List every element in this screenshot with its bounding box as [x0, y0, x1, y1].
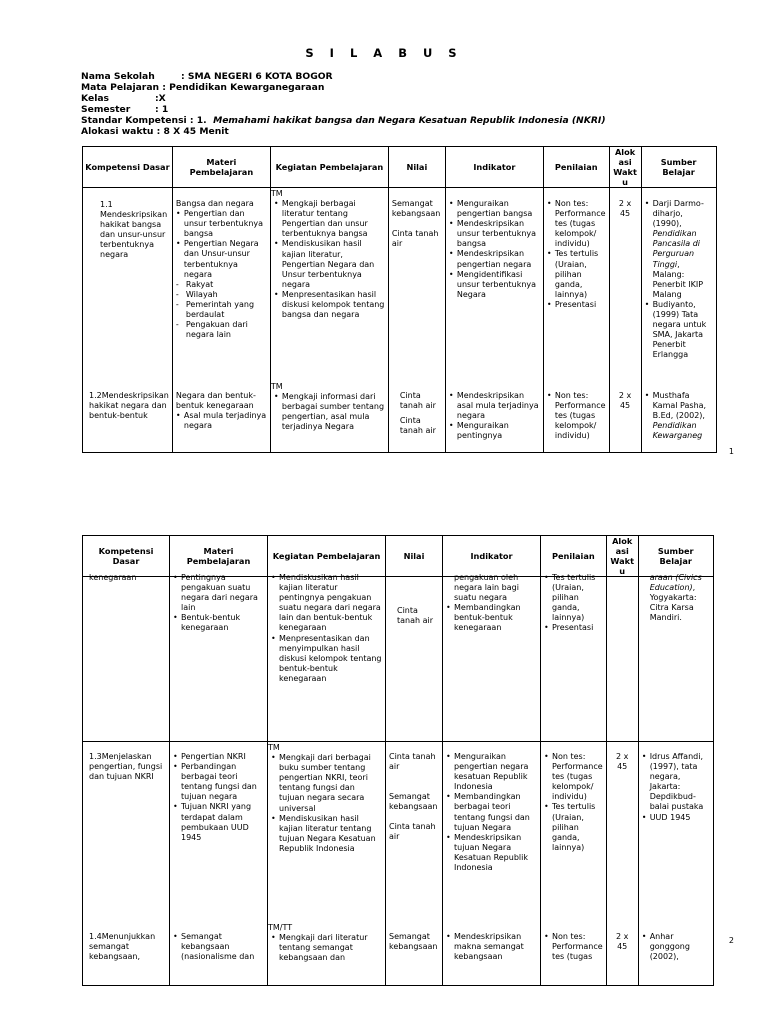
indikator-1-2-cont: pengakuan oleh negara lain bagi suatu negara — [454, 573, 519, 603]
page-1 — [0, 0, 768, 462]
materi-1-3-item-2: • Perbandingan berbagai teori tentang fungsi dan tujuan negara — [181, 762, 264, 802]
page-number-2: 2 — [728, 936, 734, 945]
header-materi: Materi Pembelajaran — [170, 536, 268, 577]
alokasi-1-2: 2 x 45 — [618, 391, 632, 411]
header-indikator: Indikator — [445, 147, 543, 188]
alokasi-1-1: 2 x 45 — [618, 199, 632, 219]
sumber-1-3-item-1: • Idrus Affandi, (1997), tata negara, Jakarta: Depdikbud-balai pustaka — [650, 752, 710, 813]
penilaian-1-4-item-1: • Non tes: Performance tes (tugas — [552, 932, 603, 962]
school-value: : SMA NEGERI 6 KOTA BOGOR — [181, 71, 333, 82]
indikator-1-3-item-2: • Membandingkan berbagai teori tentang fungsi dan tujuan Negara — [454, 792, 537, 832]
materi-1-1-sub-1: - Rakyat — [176, 280, 267, 290]
nilai-1-2-c: Cinta tanah air — [397, 606, 434, 626]
table-row-1-4 — [83, 922, 714, 986]
class-label: Kelas — [81, 93, 110, 104]
nilai-1-2-b: Cinta tanah air — [399, 416, 436, 436]
nilai-1-3-a: Cinta tanah air — [389, 752, 436, 772]
indikator-1-1-item-2: • Mendeskripsikan unsur terbentuknya bangsa — [457, 219, 540, 249]
nilai-1-3-b: Semangat kebangsaan — [389, 792, 438, 812]
kegiatan-1-3-item-2: • Mendiskusikan hasil kajian literatur tentang tujuan Negara Kesatuan Republik Indonesia — [279, 814, 382, 854]
sumber-1-2-book: Pendidikan Kewarganeg — [652, 421, 703, 441]
header-indikator: Indikator — [443, 536, 541, 577]
sumber-1-1-item-2: • Budiyanto, (1999) Tata negara untuk SMA, Jakarta Penerbit Erlangga — [653, 300, 713, 361]
kegiatan-1-1-item-3: • Menpresentasikan hasil diskusi kelompok tentang bangsa dan negara — [282, 290, 385, 320]
table-row-1-2-continued — [83, 577, 714, 742]
kegiatan-1-2-item-1: • Mengkaji informasi dari berbagai sumber tentang pengertian, asal mula terjadinya Negara — [282, 392, 385, 432]
penilaian-1-1-item-3: • Presentasi — [555, 300, 606, 310]
materi-1-1-sub-4: - Pengakuan dari negara lain — [176, 320, 267, 340]
materi-1-2-item-3: • Bentuk-bentuk kenegaraan — [181, 613, 264, 633]
header-kompetensi-dasar: Kompetensi Dasar — [83, 536, 170, 577]
materi-1-1-item-1: • Pengertian dan unsur terbentuknya bangsa — [184, 209, 267, 239]
alokasi-1-3: 2 x 45 — [616, 752, 629, 772]
sumber-1-3-item-2: • UUD 1945 — [650, 813, 710, 823]
header-alokasi: Alok asi Wakt u — [609, 147, 641, 188]
indikator-1-4-item-1: • Mendeskripsikan makna semangat kebangsaan — [454, 932, 537, 962]
materi-1-2-head: Negara dan bentuk-bentuk kenegaraan — [175, 391, 256, 411]
kd-1-2-cont: kenegaraan — [89, 573, 137, 582]
kd-1-3: 1.3Menjelaskan pengertian, fungsi dan tujuan NKRI — [89, 752, 163, 782]
sk-value: Memahami hakikat bangsa dan Negara Kesatuan Republik Indonesia (NKRI) — [213, 115, 606, 126]
materi-1-4-item-1: • Semangat kebangsaan (nasionalisme dan — [181, 932, 264, 962]
indikator-1-3-item-3: • Mendeskripsikan tujuan Negara Kesatuan Republik Indonesia — [454, 833, 537, 873]
alokasi-1-4: 2 x 45 — [616, 932, 629, 952]
nilai-1-3-c: Cinta tanah air — [389, 822, 436, 842]
indikator-1-2-item-2: • Menguraikan pentingnya — [457, 421, 540, 441]
indikator-1-1-item-4: • Mengidentifikasi unsur terbentuknya Negara — [457, 270, 540, 300]
nilai-1-4: Semangat kebangsaan — [389, 932, 438, 952]
kegiatan-1-2-item-2: • Mendiskusikan hasil kajian literatur pentingnya pengakuan suatu negara dari negara lain dan bentuk-bentuk kenegaraan — [279, 573, 382, 634]
semester-value: : 1 — [155, 104, 169, 115]
tm-1-4: TM/TT — [268, 923, 293, 932]
materi-1-2-item-1: • Asal mula terjadinya negara — [184, 411, 267, 431]
nilai-1-2-a: Cinta tanah air — [399, 391, 436, 411]
time-label: Alokasi waktu — [81, 126, 154, 137]
page-number-1: 1 — [728, 447, 734, 456]
materi-1-1-item-2: • Pengertian Negara dan Unsur-unsur terbentuknya negara — [184, 239, 267, 279]
nilai-1-1-a: Semangat kebangsaan — [391, 199, 441, 219]
kegiatan-1-3-item-1: • Mengkaji dari berbagai buku sumber tentang pengertian NKRI, teori tentang fungsi dan tujuan negara secara universal — [279, 753, 382, 814]
sk-label: Standar Kompetensi — [81, 115, 187, 126]
header-penilaian: Penilaian — [543, 147, 609, 188]
table-row-1-3 — [83, 742, 714, 923]
materi-1-2-item-2: • Pentingnya pengakuan suatu negara dari negara lain — [181, 573, 264, 613]
header-kegiatan: Kegiatan Pembelajaran — [270, 147, 388, 188]
table-header-row — [83, 536, 714, 577]
sumber-1-1-item-1 — [653, 199, 713, 300]
header-sumber: Sumber Belajar — [641, 147, 716, 188]
subject-label: Mata Pelajaran — [81, 82, 160, 93]
sumber-1-2-author: Musthafa Kamal Pasha, B.Ed, (2002), — [652, 391, 707, 421]
header-kegiatan: Kegiatan Pembelajaran — [268, 536, 386, 577]
header-materi: Materi Pembelajaran — [172, 147, 270, 188]
subject-value: : Pendidikan Kewarganegaraan — [162, 82, 325, 93]
table-row-1-2 — [83, 381, 717, 453]
materi-1-1-head: Bangsa dan negara — [175, 199, 254, 208]
header-kompetensi-dasar: Kompetensi Dasar — [83, 147, 173, 188]
syllabus-meta — [81, 71, 606, 137]
semester-label: Semester — [81, 104, 131, 115]
table-row-1-1 — [83, 188, 717, 382]
penilaian-1-1-item-1: • Non tes: Performance tes (tugas kelompok/ individu) — [555, 199, 606, 249]
header-nilai: Nilai — [388, 147, 445, 188]
sumber-1-2-item-1 — [653, 391, 713, 441]
indikator-1-3-item-1: • Menguraikan pengertian negara kesatuan Republik Indonesia — [454, 752, 537, 792]
table-header-row — [83, 147, 717, 188]
nilai-1-1-b: Cinta tanah air — [391, 229, 439, 249]
sumber-1-1-author: Darji Darmo-diharjo, (1990), — [652, 199, 704, 229]
tm-1-3: TM — [268, 743, 280, 752]
header-nilai: Nilai — [386, 536, 443, 577]
header-alokasi: Alok asi Wakt u — [606, 536, 638, 577]
syllabus-table-page-1 — [82, 146, 717, 453]
materi-1-3-item-1: • Pengertian NKRI — [181, 752, 264, 762]
tm-1-1: TM — [270, 189, 283, 198]
penilaian-1-2-item-1: • Non tes: Performance tes (tugas kelompok/ individu) — [555, 391, 606, 441]
materi-1-3-item-3: • Tujuan NKRI yang terdapat dalam pembukaan UUD 1945 — [181, 802, 264, 842]
indikator-1-1-item-3: • Mendeskripsikan pengertian negara — [457, 249, 540, 269]
kd-1-1: 1.1 Mendeskripsikan hakikat bangsa dan unsur-unsur terbentuknya negara — [100, 200, 168, 260]
kegiatan-1-4-item-1: • Mengkaji dari literatur tentang semangat kebangsaan dan — [279, 933, 382, 963]
indikator-1-2-item-1: • Mendeskripsikan asal mula terjadinya negara — [457, 391, 540, 421]
penilaian-1-3-item-1: • Non tes: Performance tes (tugas kelompok/ individu) — [552, 752, 603, 802]
kegiatan-1-2-item-3: • Menpresentasikan dan menyimpulkan hasil diskusi kelompok tentang bentuk-bentuk kenegaraan — [279, 634, 382, 684]
indikator-1-1-item-1: • Menguraikan pengertian bangsa — [457, 199, 540, 219]
syllabus-table-page-2 — [82, 535, 714, 986]
sumber-1-2-book-cont: araan (Civics Education) — [649, 573, 702, 593]
time-value: : 8 X 45 Menit — [156, 126, 229, 137]
school-label: Nama Sekolah — [81, 71, 155, 82]
kegiatan-1-1-item-1: • Mengkaji berbagai literatur tentang Pengertian dan unsur terbentuknya bangsa — [282, 199, 385, 239]
kd-1-4: 1.4Menunjukkan semangat kebangsaan, — [89, 932, 156, 962]
class-value: :X — [155, 93, 166, 104]
sumber-1-2-publisher: , Yogyakarta: Citra Karsa Mandiri. — [649, 583, 697, 623]
penilaian-1-2-item-3: • Presentasi — [552, 623, 603, 633]
kegiatan-1-1-item-2: • Mendiskusikan hasil kajian literatur, Pengertian Negara dan Unsur terbentuknya negara — [282, 239, 385, 289]
penilaian-1-1-item-2: • Tes tertulis (Uraian, pilihan ganda, lainnya) — [555, 249, 606, 299]
penilaian-1-3-item-2: • Tes tertulis (Uraian, pilihan ganda, lainnya) — [552, 802, 603, 852]
materi-1-1-sub-2: - Wilayah — [176, 290, 267, 300]
materi-1-1-sub-3: - Pemerintah yang berdaulat — [176, 300, 267, 320]
sumber-1-1-publisher: , Malang: Penerbit IKIP Malang — [652, 259, 704, 299]
header-sumber: Sumber Belajar — [638, 536, 713, 577]
penilaian-1-2-item-2: • Tes tertulis (Uraian, pilihan ganda, lainnya) — [552, 573, 603, 623]
indikator-1-2-item-3: • Membandingkan bentuk-bentuk kenegaraan — [454, 603, 537, 633]
page-2 — [0, 462, 768, 1024]
sk-prefix: : 1. — [189, 115, 207, 126]
tm-1-2: TM — [270, 382, 283, 391]
sumber-1-4-item-1: • Anhar gonggong (2002), — [650, 932, 710, 962]
sumber-1-1-book: Pendidikan Pancasila di Perguruan Tinggi — [652, 229, 701, 269]
header-penilaian: Penilaian — [541, 536, 607, 577]
document-title: S I L A B U S — [305, 46, 463, 60]
kd-1-2: 1.2Mendeskripsikan hakikat negara dan bentuk-bentuk — [89, 391, 169, 421]
